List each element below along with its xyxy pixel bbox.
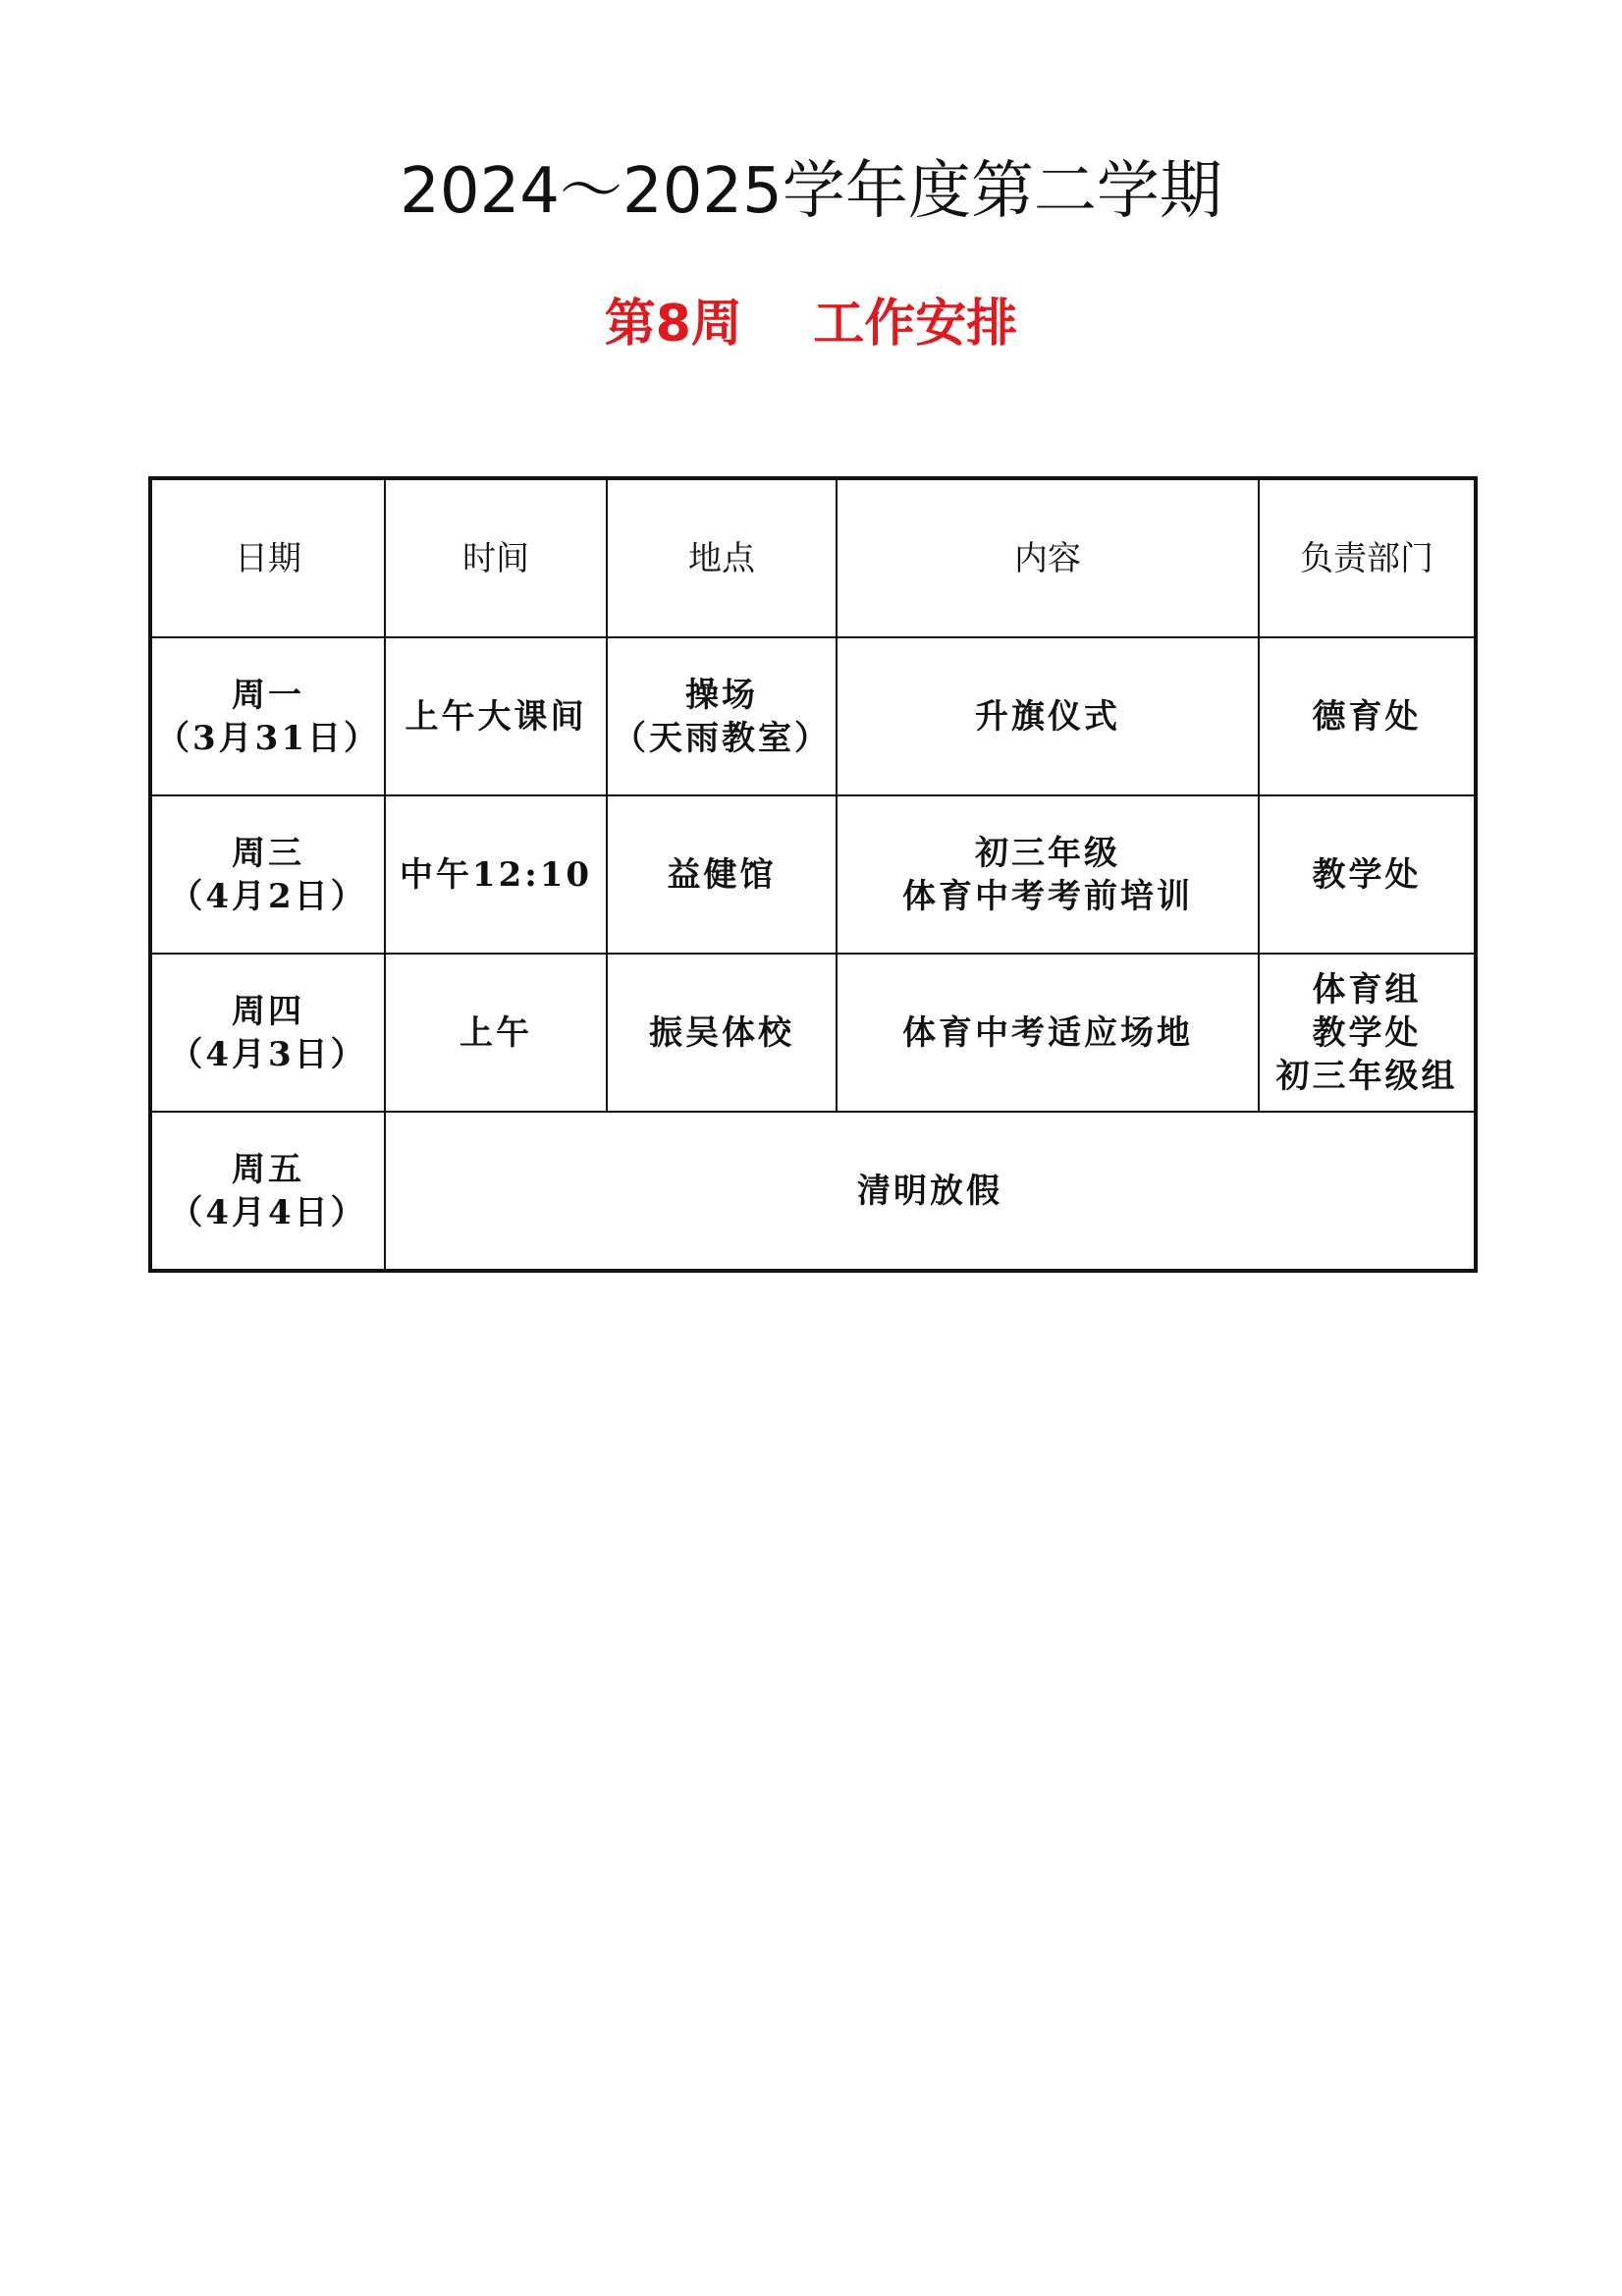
time-label: 上午大课间 bbox=[405, 696, 587, 737]
holiday-cell bbox=[385, 1112, 1476, 1271]
date-cell bbox=[150, 795, 385, 954]
content-label: 体育中考适应场地 bbox=[902, 1012, 1193, 1053]
weekday-label: 周三 bbox=[232, 833, 304, 873]
place-detail: （天雨教室） bbox=[613, 718, 831, 758]
place-label: 益健馆 bbox=[667, 854, 777, 895]
department-label: 教学处 bbox=[1312, 1012, 1422, 1053]
department-label: 德育处 bbox=[1312, 696, 1422, 737]
header-time: 时间 bbox=[385, 478, 607, 637]
date-cell bbox=[150, 1112, 385, 1271]
department-label: 初三年级组 bbox=[1275, 1056, 1458, 1096]
date-label: （3月31日） bbox=[156, 718, 380, 758]
header-date: 日期 bbox=[150, 478, 385, 637]
place-cell bbox=[607, 795, 837, 954]
date-label: （4月3日） bbox=[169, 1034, 367, 1074]
time-cell bbox=[385, 954, 607, 1112]
header-row bbox=[150, 478, 1476, 637]
department-cell bbox=[1259, 954, 1476, 1112]
table-row bbox=[150, 1112, 1476, 1271]
department-label: 体育组 bbox=[1312, 969, 1422, 1010]
header-department: 负责部门 bbox=[1259, 478, 1476, 637]
weekday-label: 周四 bbox=[232, 991, 304, 1031]
department-cell bbox=[1259, 637, 1476, 795]
department-label: 教学处 bbox=[1312, 854, 1422, 895]
time-cell bbox=[385, 637, 607, 795]
content-cell bbox=[837, 954, 1259, 1112]
time-label: 中午12:10 bbox=[399, 854, 593, 895]
header-place: 地点 bbox=[607, 478, 837, 637]
table-row bbox=[150, 795, 1476, 954]
time-label: 上午 bbox=[460, 1012, 532, 1053]
content-detail: 体育中考考前培训 bbox=[902, 876, 1193, 916]
content-label: 升旗仪式 bbox=[975, 696, 1120, 737]
content-cell bbox=[837, 795, 1259, 954]
place-label: 振吴体校 bbox=[649, 1012, 794, 1053]
table-row bbox=[150, 954, 1476, 1112]
weekday-label: 周五 bbox=[232, 1149, 304, 1189]
table-row bbox=[150, 637, 1476, 795]
date-label: （4月2日） bbox=[169, 876, 367, 916]
date-cell bbox=[150, 954, 385, 1112]
holiday-note: 清明放假 bbox=[857, 1171, 1002, 1211]
time-cell bbox=[385, 795, 607, 954]
weekday-label: 周一 bbox=[232, 675, 304, 715]
content-cell bbox=[837, 637, 1259, 795]
document-subtitle: 第8周 工作安排 bbox=[604, 295, 1018, 354]
header-content: 内容 bbox=[837, 478, 1259, 637]
content-label: 初三年级 bbox=[975, 833, 1120, 873]
place-label: 操场 bbox=[685, 675, 758, 715]
date-label: （4月4日） bbox=[169, 1192, 367, 1232]
place-cell bbox=[607, 637, 837, 795]
schedule-table bbox=[148, 476, 1478, 1273]
document-title: 2024～2025学年度第二学期 bbox=[400, 155, 1222, 228]
date-cell bbox=[150, 637, 385, 795]
department-cell bbox=[1259, 795, 1476, 954]
place-cell bbox=[607, 954, 837, 1112]
